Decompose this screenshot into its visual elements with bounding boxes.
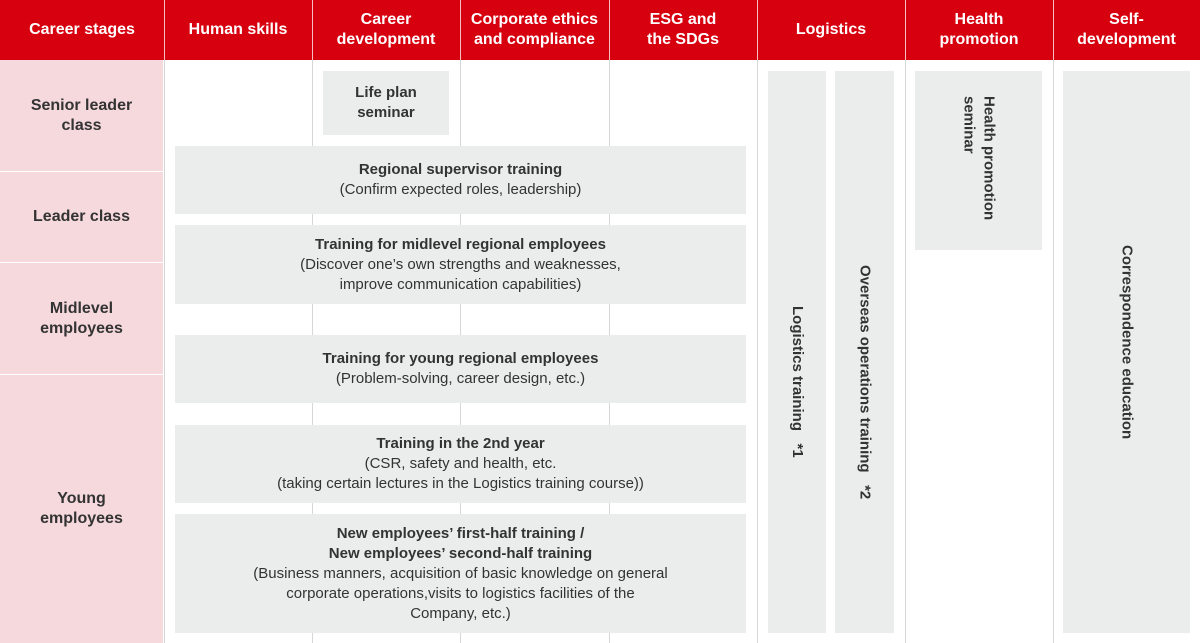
header-career-development — [312, 0, 460, 60]
header-esg-label: ESG and the SDGs — [646, 11, 719, 48]
header-divider — [164, 0, 165, 60]
stage-senior-leader-label: Senior leader class — [30, 96, 133, 134]
midlevel-regional-title: Training for midlevel regional employees — [315, 235, 606, 253]
header-career-stages-label: Career stages — [29, 21, 135, 38]
new-employees-title: New employees’ first-half training / New employees’ second-half training — [328, 524, 593, 562]
logistics-note: *1 — [789, 443, 806, 458]
young-regional-title: Training for young regional employees — [322, 350, 599, 367]
header-logistics-label: Logistics — [795, 21, 867, 38]
stage-leader-label: Leader class — [33, 208, 130, 225]
young-regional-detail: (Problem-solving, career design, etc.) — [335, 370, 586, 387]
header-divider — [609, 0, 610, 60]
header-divider — [312, 0, 313, 60]
logistics-training-label — [787, 306, 807, 458]
header-logistics — [757, 0, 905, 60]
header-career-development-label: Career development — [336, 11, 436, 48]
header-health — [905, 0, 1053, 60]
regional-supervisor-training — [175, 146, 746, 214]
header-divider — [905, 0, 906, 60]
header-divider — [1053, 0, 1054, 60]
life-plan-seminar — [323, 71, 449, 135]
column-divider — [905, 60, 906, 643]
logistics-training — [768, 71, 826, 633]
stage-young — [0, 375, 163, 643]
midlevel-regional-detail: (Discover one’s own strengths and weaknesses, improve communication capabilities) — [300, 255, 621, 293]
correspondence-label: Correspondence education — [1118, 244, 1136, 440]
new-employees-detail: (Business manners, acquisition of basic knowledge on general corporate operations,visits to logistics facilities of the Company, etc.) — [253, 564, 668, 622]
stage-midlevel-label: Midlevel employees — [40, 299, 123, 337]
stage-young-label: Young employees — [40, 490, 123, 527]
stage-midlevel — [0, 263, 163, 374]
second-year-detail: (CSR, safety and health, etc. (taking certain lectures in the Logistics training course)) — [277, 455, 644, 492]
correspondence-education — [1063, 71, 1190, 633]
new-employees-training — [175, 514, 746, 633]
column-divider — [757, 60, 758, 643]
header-divider — [757, 0, 758, 60]
column-divider — [164, 60, 165, 643]
header-career-stages — [0, 0, 164, 60]
logistics-training-text: Logistics training — [789, 306, 806, 432]
overseas-note: *2 — [856, 484, 874, 500]
health-promotion-label: Health promotion seminar — [960, 96, 998, 221]
second-year-title: Training in the 2nd year — [376, 435, 545, 452]
header-self-development — [1053, 0, 1200, 60]
header-divider — [460, 0, 461, 60]
overseas-operations-label — [855, 265, 875, 499]
header-ethics — [460, 0, 609, 60]
regional-supervisor-detail: (Confirm expected roles, leadership) — [339, 181, 582, 198]
young-regional-training — [175, 335, 746, 403]
stage-senior-leader — [0, 60, 163, 171]
life-plan-seminar-label: Life plan seminar — [355, 84, 417, 121]
overseas-operations-training — [835, 71, 894, 633]
header-ethics-label: Corporate ethics and compliance — [470, 11, 599, 48]
second-year-training — [175, 425, 746, 503]
header-self-development-label: Self- development — [1077, 11, 1176, 48]
overseas-training-text: Overseas operations training — [856, 264, 874, 473]
column-divider — [1053, 60, 1054, 643]
health-promotion-seminar — [915, 71, 1042, 250]
midlevel-regional-training — [175, 225, 746, 304]
header-health-label: Health promotion — [939, 11, 1019, 48]
header-esg — [609, 0, 757, 60]
regional-supervisor-title: Regional supervisor training — [358, 161, 563, 178]
header-human-skills — [164, 0, 312, 60]
header-human-skills-label: Human skills — [188, 21, 288, 38]
stage-leader — [0, 172, 163, 262]
